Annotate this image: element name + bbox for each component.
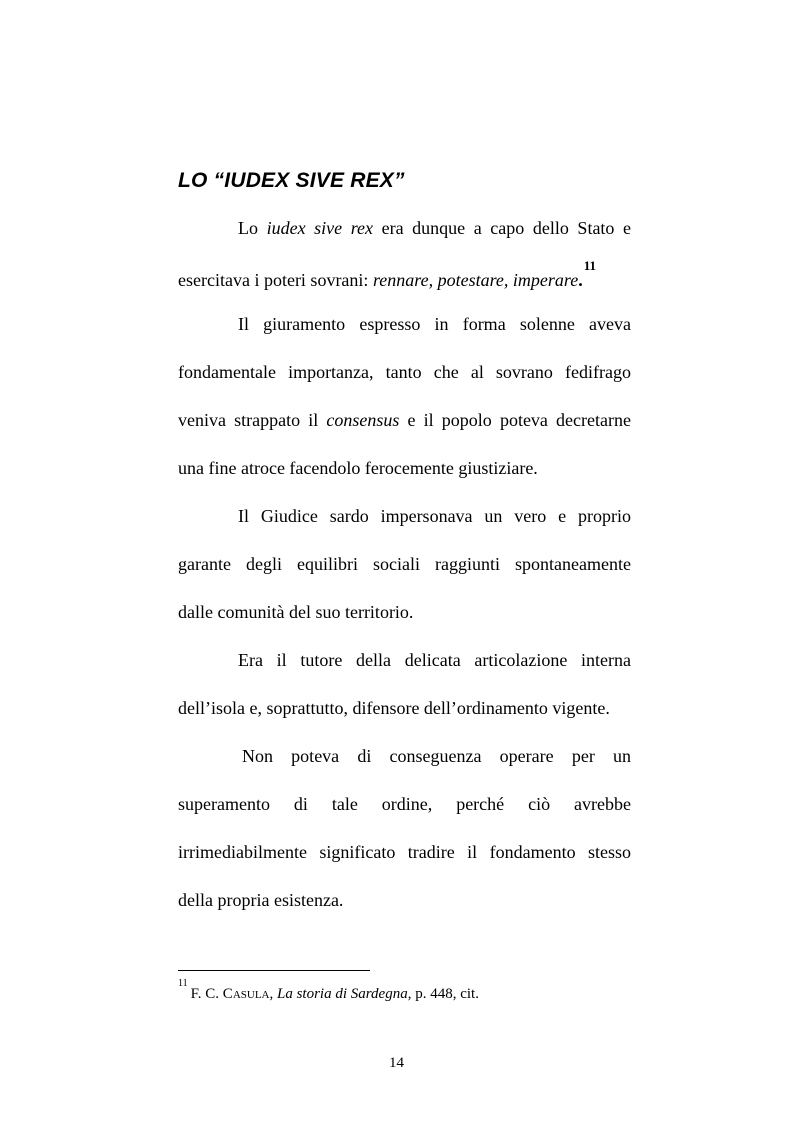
paragraph-5-line-3: irrimediabilmente significato tradire il fondamento stesso: [178, 842, 631, 862]
paragraph-1-line-1: [178, 217, 631, 239]
page-number: 14: [389, 1055, 404, 1071]
paragraph-4-line-2: dell’isola e, soprattutto, difensore dell’ordinamento vigente.: [178, 698, 610, 718]
text-run: e il popolo poteva decretarne: [399, 410, 631, 430]
footnote-author-cap: C: [222, 986, 233, 1002]
italic-text: rennare, potestare, imperare: [372, 270, 579, 290]
paragraph-5-line-2: superamento di tale ordine, perché ciò avrebbe: [178, 794, 631, 814]
paragraph-3-line-3: dalle comunità del suo territorio.: [178, 602, 414, 622]
text-run: era dunque a capo dello Stato e: [373, 218, 632, 238]
paragraph-2-line-1: Il giuramento espresso in forma solenne aveva: [238, 314, 631, 334]
text-run: .: [578, 270, 583, 290]
paragraph-2-line-4: una fine atroce facendolo ferocemente giustiziare.: [178, 458, 538, 478]
footnote-number: 11: [178, 978, 188, 989]
paragraph-3-line-2: garante degli equilibri sociali raggiunti spontaneamente: [178, 554, 631, 574]
paragraph-5-line-4: della propria esistenza.: [178, 890, 344, 910]
text-run: veniva strappato il: [178, 410, 327, 430]
paragraph-2-line-2: fondamentale importanza, tanto che al sovrano fedifrago: [178, 362, 631, 382]
footnote-author-smallcaps: ASULA: [232, 989, 270, 1001]
text-run: esercitava i poteri sovrani:: [178, 270, 373, 290]
footnote-author-initials: F. C.: [190, 986, 223, 1002]
footnote: [178, 980, 479, 1005]
paragraph-4-line-1: Era il tutore della delicata articolazione interna: [238, 650, 631, 670]
paragraph-5-line-1: Non poteva di conseguenza operare per un: [242, 746, 631, 766]
italic-text: iudex sive rex: [266, 218, 374, 238]
italic-text: consensus: [326, 410, 400, 430]
footnote-separator-text: ,: [269, 986, 277, 1002]
footnote-title: La storia di Sardegna: [276, 986, 408, 1002]
paragraph-2-line-3: [178, 409, 631, 431]
footnote-rest: , p. 448, cit.: [407, 986, 479, 1002]
section-heading: LO “IUDEX SIVE REX”: [178, 169, 405, 192]
footnote-reference: 11: [583, 258, 597, 273]
paragraph-1-line-2: [178, 258, 631, 291]
footnote-separator: [178, 970, 370, 971]
text-run: Lo: [238, 218, 267, 238]
paragraph-3-line-1: Il Giudice sardo impersonava un vero e proprio: [238, 506, 631, 526]
